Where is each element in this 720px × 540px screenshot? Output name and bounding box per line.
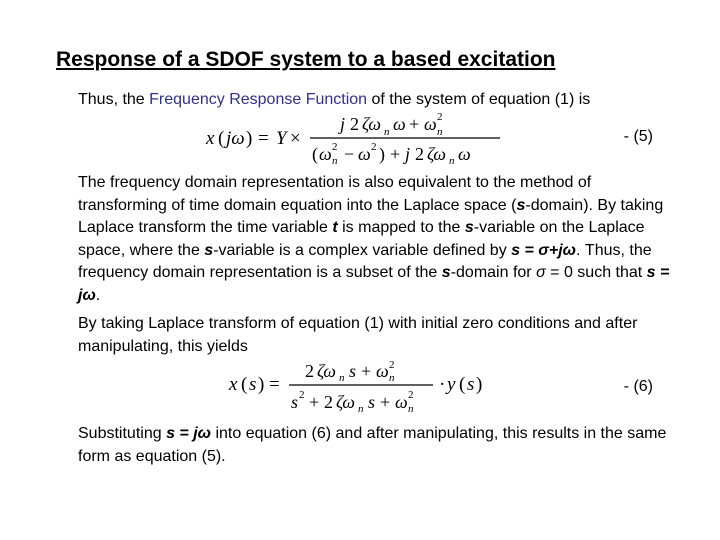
text-run: -variable on the Laplace space, where the: [78, 219, 645, 259]
svg-text:2: 2: [408, 389, 414, 401]
svg-text:2: 2: [415, 144, 424, 164]
svg-text:(: (: [312, 144, 318, 164]
svg-text:n: n: [384, 126, 390, 138]
svg-text:ω: ω: [395, 392, 408, 412]
intro-prefix: Thus, the: [78, 91, 150, 108]
svg-text:+: +: [390, 144, 401, 164]
svg-text:−: −: [344, 144, 355, 164]
svg-text:s: s: [249, 374, 257, 395]
svg-text:n: n: [358, 403, 364, 415]
svg-text:x: x: [229, 374, 238, 395]
svg-text:): ): [379, 144, 385, 164]
text-run: s = σ+jω: [511, 241, 577, 259]
svg-text:(: (: [241, 374, 248, 395]
svg-text:ζω: ζω: [362, 114, 381, 134]
text-run: s: [204, 241, 214, 259]
svg-text:2: 2: [350, 114, 359, 134]
text-run: t: [332, 219, 338, 236]
svg-text:+: +: [409, 114, 420, 134]
svg-text:n: n: [332, 155, 338, 166]
equation-5-number: - (5): [623, 128, 653, 145]
svg-text:ω: ω: [319, 144, 332, 164]
text-run: s = jω: [78, 264, 670, 304]
svg-text:ζω: ζω: [427, 144, 446, 164]
text-run: s: [516, 196, 526, 214]
text-run: . Thus, the frequency domain representation is a subset of the: [78, 241, 652, 281]
equation-5-lhs: [205, 128, 301, 149]
text-run: -domain). By taking Laplace transform the time variable: [78, 196, 664, 236]
laplace-paragraph: [78, 172, 678, 307]
equation-6-denominator: [291, 389, 414, 415]
svg-text:+: +: [380, 392, 391, 412]
svg-text:·: ·: [439, 374, 446, 395]
text-run: s: [441, 264, 451, 281]
svg-text:y: y: [447, 374, 456, 395]
equation-6-lhs: [228, 374, 280, 395]
svg-text:j: j: [405, 144, 411, 164]
equation-6-rhs: [439, 374, 482, 395]
text-run: s: [464, 219, 474, 236]
svg-text:n: n: [339, 372, 345, 384]
equation-6-numerator: [305, 359, 395, 384]
equation-6-number: - (6): [623, 378, 653, 395]
text-run: -variable is a complex variable defined by: [213, 241, 512, 259]
text-run: s = jω: [166, 425, 211, 442]
svg-text:2: 2: [389, 359, 395, 371]
text-run: into equation (6) and after manipulating, this results in the same form as equation (5).: [78, 425, 667, 465]
svg-text:+: +: [309, 392, 320, 412]
svg-text:n: n: [389, 372, 395, 384]
svg-text:2: 2: [437, 111, 443, 123]
svg-text:(: (: [459, 374, 466, 395]
svg-text:ω: ω: [376, 361, 389, 381]
svg-text:n: n: [408, 403, 414, 415]
svg-text:2: 2: [332, 141, 338, 153]
svg-text:2: 2: [299, 389, 305, 401]
svg-text:ω: ω: [358, 144, 371, 164]
svg-text:n: n: [437, 126, 443, 138]
text-run: is mapped to the: [337, 219, 465, 236]
svg-text:ζω: ζω: [317, 361, 336, 381]
text-run: The frequency domain representation is also equivalent to the method of transforming of time domain equation into the Laplace space (: [78, 174, 592, 214]
svg-text:): ): [246, 128, 253, 149]
svg-text:=: =: [269, 374, 280, 395]
svg-text:s: s: [368, 392, 376, 412]
svg-text:n: n: [449, 155, 455, 166]
svg-text:=: =: [258, 128, 269, 149]
text-run: -domain for: [450, 264, 537, 281]
svg-text:ω: ω: [424, 114, 437, 134]
equation-5: [200, 108, 510, 166]
svg-text:ω: ω: [458, 144, 471, 164]
text-run: = 0 such that: [545, 264, 647, 281]
svg-text:j: j: [340, 114, 346, 134]
svg-text:2: 2: [305, 361, 314, 381]
text-run: σ: [536, 264, 546, 281]
substitution-paragraph: [78, 423, 678, 468]
svg-text:(: (: [218, 128, 225, 149]
svg-text:s: s: [291, 392, 299, 412]
equation-5-denominator: [312, 141, 471, 166]
transform-paragraph: By taking Laplace transform of equation (1) with initial zero conditions and after manipulating, this yields: [78, 315, 638, 355]
text-run: .: [95, 286, 101, 304]
svg-text:Y: Y: [276, 128, 287, 149]
intro-suffix: of the system of equation (1) is: [367, 91, 591, 108]
svg-text:ω: ω: [393, 114, 406, 134]
svg-text:+: +: [361, 361, 372, 381]
svg-text:s: s: [467, 374, 475, 395]
equation-5-numerator: [338, 111, 443, 138]
text-run: Substituting: [78, 425, 167, 442]
svg-text:ζω: ζω: [336, 392, 355, 412]
svg-text:): ): [258, 374, 265, 395]
svg-text:2: 2: [324, 392, 333, 412]
svg-text:jω: jω: [226, 128, 245, 149]
slide-title: Response of a SDOF system to a based excitation: [56, 48, 556, 71]
svg-text:): ): [476, 374, 483, 395]
svg-text:2: 2: [371, 141, 377, 153]
svg-text:s: s: [349, 361, 357, 381]
frequency-response-function-term: Frequency Response Function: [149, 91, 368, 108]
svg-text:×: ×: [290, 128, 301, 149]
svg-text:x: x: [206, 128, 215, 149]
equation-6: [225, 358, 495, 418]
